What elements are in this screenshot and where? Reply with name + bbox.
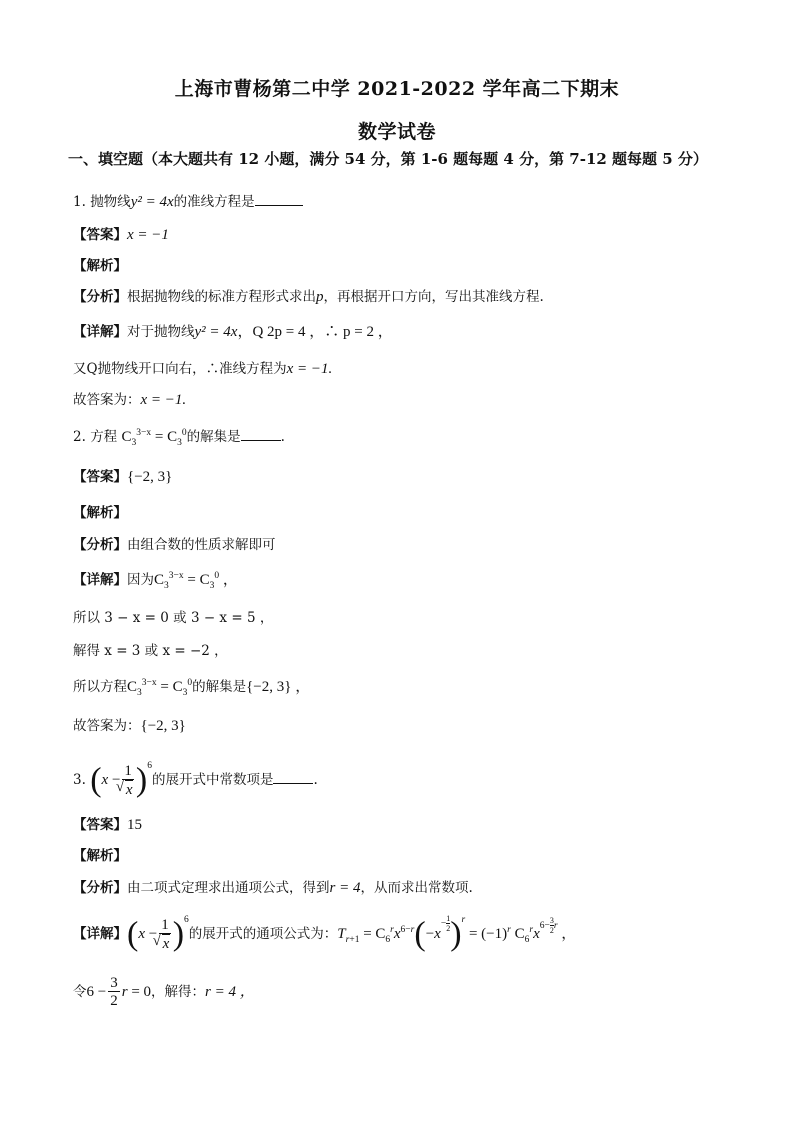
question-2-detail-line4: 所以方程$C_3^{3-x} = C_3^0$的解集是{−2, 3} ， bbox=[73, 678, 311, 698]
question-2-stem: 2. 方程 $C_3^{3-x} = C_3^0$的解集是 . bbox=[73, 428, 285, 448]
question-3-stem: 3. (x − 1 √ x )$^6$的展开式中常数项是 . bbox=[73, 760, 318, 800]
answer-blank bbox=[241, 426, 281, 441]
exam-subtitle: 数学试卷 bbox=[357, 121, 436, 143]
question-1-analysis: 【分析】根据抛物线的标准方程形式求出p，再根据开口方向，写出其准线方程. bbox=[73, 289, 544, 305]
question-3-detail-line2: 令6 − $\frac{3}{2}$ r = 0，解得：r = 4 ， bbox=[73, 975, 255, 1010]
general-term-formula: $T_{r+1} = C_6^rx^{6-r}(-x^{- \frac{1}{2}})^r = (-1)^r$ $C_6^rx^{6- \frac{3}{2}r}$ ， bbox=[337, 914, 577, 953]
exam-title: 上海市曹杨第二中学 2021-2022 学年高二下期末 bbox=[174, 78, 620, 100]
question-2-answer: 【答案】{−2, 3} bbox=[73, 469, 173, 485]
question-2-detail-line2: 所以 3 − x = 0 或 3 − x = 5 ， bbox=[73, 610, 274, 626]
question-2-analysis-head: 【解析】 bbox=[73, 505, 127, 521]
answer-blank bbox=[273, 769, 313, 784]
question-2-detail-line3: 解得 x = 3 或 x = −2 ， bbox=[73, 643, 228, 659]
question-1-detail: 【详解】对于抛物线y² = 4x，Q 2p = 4 ，∴ p = 2 ， bbox=[73, 324, 393, 340]
binomial-expression: (x − 1 √ x )$^6$ bbox=[90, 772, 152, 788]
q1-equation: y² = 4x bbox=[130, 194, 174, 210]
question-1-final: 故答案为：x = −1. bbox=[73, 392, 187, 408]
question-2-detail: 【详解】因为$C_3^{3-x} = C_3^0$ ， bbox=[73, 571, 238, 591]
combination-expression: $C_3^{3-x} = C_3^0$ bbox=[121, 428, 187, 448]
answer-blank bbox=[255, 191, 303, 206]
question-1-analysis-head: 【解析】 bbox=[73, 258, 127, 274]
question-1-detail-line2: 又Q抛物线开口向右，∴准线方程为x = −1. bbox=[73, 361, 333, 377]
question-3-detail: 【详解】(x − 1 √ x )$^6$的展开式的通项公式为：$T_{r+1} = C_6^rx^{6-r}(-x^{- \frac{1}{2}})^r = (-1)^r$ $C_6^rx^{6- \frac{3}{2}r}$ ， bbox=[73, 914, 576, 954]
question-2-final: 故答案为：{−2, 3} bbox=[73, 718, 186, 734]
question-3-answer: 【答案】15 bbox=[73, 817, 142, 833]
question-3-analysis: 【分析】由二项式定理求出通项公式，得到r = 4，从而求出常数项. bbox=[73, 880, 473, 896]
question-1-answer: 【答案】x = −1 bbox=[73, 227, 169, 243]
question-1-stem: 1. 抛物线y² = 4x的准线方程是 bbox=[73, 191, 303, 212]
question-3-analysis-head: 【解析】 bbox=[73, 848, 127, 864]
question-2-analysis: 【分析】由组合数的性质求解即可 bbox=[73, 537, 276, 553]
section-heading: 一、填空题（本大题共有 12 小题，满分 54 分，第 1-6 题每题 4 分，第 7-12 题每题 5 分） bbox=[68, 150, 708, 168]
